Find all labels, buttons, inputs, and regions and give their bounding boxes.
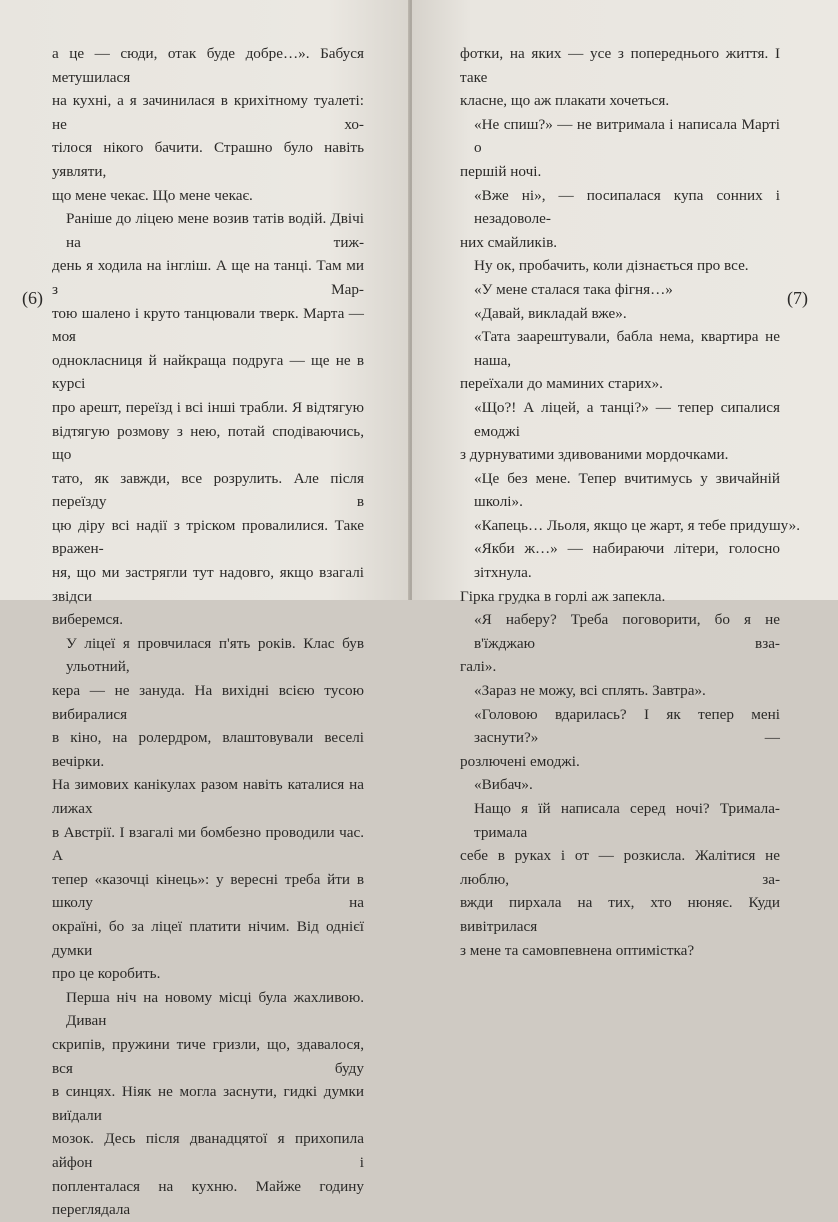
- text-line: «Що?! А ліцей, а танці?» — тепер сипалися емоджі: [474, 398, 780, 440]
- text-line: На зимових канікулах разом навіть каталися на лижах: [52, 776, 364, 817]
- text-line: тепер «казочці кінець»: у вересні треба йти в школу на: [52, 870, 364, 912]
- text-line: на кухні, а я зачинилася в крихітному туалеті: не хо-: [52, 92, 364, 133]
- text-line: день я ходила на інгліш. А ще на танці. Там ми з Мар-: [52, 257, 364, 298]
- text-line: розлючені емоджі.: [460, 752, 580, 770]
- text-line: «Не спиш?» — не витримала і написала Марті о: [474, 115, 780, 157]
- text-line: них смайликів.: [460, 233, 558, 251]
- text-line: переїхали до маминих старих».: [460, 375, 663, 393]
- text-line: мозок. Десь після дванадцятої я прихопила айфон і: [52, 1130, 364, 1171]
- text-line: з дурнуватими здивованими мордочками.: [460, 446, 729, 464]
- text-line: в синцях. Ніяк не могла заснути, гидкі думки виїдали: [52, 1083, 364, 1124]
- text-line: в кіно, на ролердром, влаштовували веселі вечірки.: [52, 729, 364, 770]
- text-line: «У мене сталася така фігня…»: [474, 280, 673, 298]
- text-line: про арешт, переїзд і всі інші трабли. Я відтягую: [52, 398, 364, 416]
- text-line: «Я наберу? Треба поговорити, бо я не в'їжджаю вза-: [474, 611, 780, 652]
- text-line: про це коробить.: [52, 965, 161, 983]
- text-line: кера — не зануда. На вихідні всією тусою вибиралися: [52, 682, 364, 723]
- text-line: Раніше до ліцею мене возив татів водій. Двічі на тиж-: [66, 210, 364, 251]
- text-line: «Капець… Льоля, якщо це жарт, я тебе придушу».: [474, 516, 801, 534]
- text-line: в Австрії. І взагалі ми бомбезно проводили час. А: [52, 823, 364, 865]
- text-line: Гірка грудка в горлі аж запекла.: [460, 587, 666, 605]
- text-line: себе в руках і от — розкисла. Жалітися не люблю, за-: [460, 847, 780, 888]
- page-number-left: (6): [22, 288, 43, 308]
- left-page: [0, 0, 410, 1219]
- text-line: «Вибач».: [474, 776, 533, 794]
- text-line: Нащо я їй написала серед ночі? Тримала-тримала: [474, 800, 780, 841]
- text-line: тілося нікого бачити. Страшно було навіть уявляти,: [52, 139, 364, 180]
- text-line: тато, як завжди, все розрулить. Але після переїзду в: [52, 469, 364, 511]
- text-line: «Тата заарештували, бабла нема, квартира не наша,: [474, 328, 780, 369]
- text-line: що мене чекає. Що мене чекає.: [52, 186, 253, 204]
- text-line: класне, що аж плакати хочеться.: [460, 92, 670, 110]
- text-line: «Головою вдарилась? І як тепер мені заснути?» —: [474, 705, 780, 747]
- text-line: «Якби ж…» — набираючи літери, голосно зітхнула.: [474, 540, 780, 582]
- text-line: відтягую розмову з нею, потай сподіваючись, що: [52, 422, 364, 464]
- text-line: «Зараз не можу, всі сплять. Завтра».: [474, 682, 706, 700]
- text-line: «Вже ні», — посипалася купа сонних і незадоволе-: [474, 186, 780, 228]
- text-line: тою шалено і круто танцювали тверк. Марта — моя: [52, 304, 364, 346]
- text-line: виберемся.: [52, 611, 124, 629]
- text-line: У ліцеї я провчилася п'ять років. Клас був ульотний,: [66, 634, 364, 676]
- text-line: Ну ок, пробачить, коли дізнається про все.: [474, 257, 749, 275]
- right-page: [412, 0, 838, 959]
- text-line: першій ночі.: [460, 162, 542, 180]
- text-line: фотки, на яких — усе з попереднього життя. І таке: [460, 45, 780, 86]
- text-line: а це — сюди, отак буде добре…». Бабуся метушилася: [52, 45, 364, 86]
- page-number-right: (7): [787, 288, 808, 308]
- left-page-text: [52, 42, 364, 1222]
- text-line: цю діру всі надії з тріском провалилися. Таке вражен-: [52, 516, 364, 558]
- text-line: «Це без мене. Тепер вчитимусь у звичайній школі».: [474, 469, 780, 511]
- text-line: однокласниця й найкраща подруга — ще не в курсі: [52, 351, 364, 393]
- text-line: окраїні, бо за ліцеї платити нічим. Від однієї думки: [52, 917, 364, 959]
- text-line: «Давай, викладай вже».: [474, 304, 627, 322]
- text-line: попленталася на кухню. Майже годину переглядала: [52, 1177, 364, 1219]
- text-line: з мене та самовпевнена оптимістка?: [460, 941, 695, 959]
- text-line: скрипів, пружини тиче гризли, що, здавалося, вся буду: [52, 1035, 364, 1077]
- text-line: вжди пирхала на тих, хто нюняє. Куди вивітрилася: [460, 894, 780, 935]
- text-line: галі».: [460, 658, 497, 676]
- text-line: Перша ніч на новому місці була жахливою. Диван: [66, 988, 364, 1030]
- right-page-text: [460, 42, 801, 962]
- text-line: ня, що ми застрягли тут надовго, якщо взагалі звідси: [52, 564, 364, 605]
